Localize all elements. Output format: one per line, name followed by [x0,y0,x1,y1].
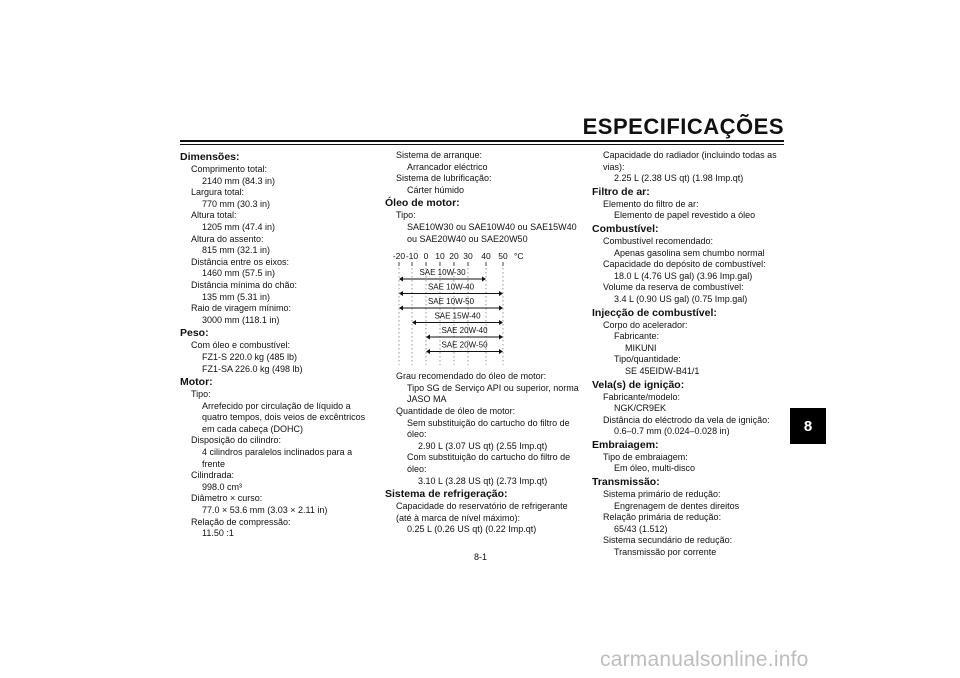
section-heading: Óleo de motor: [385,197,460,210]
spec-line: Apenas gasolina sem chumbo normal [614,247,765,258]
page-number: 8-1 [474,552,488,562]
spec-line: Corpo do acelerador: [603,319,688,330]
series-label: SAE 10W-50 [427,297,475,307]
spec-line: Capacidade do radiador (incluindo todas as [603,150,777,160]
page-title: ESPECIFICAÇÕES [582,114,784,139]
spec-line: vias): [603,161,625,172]
range-bar-arrow-left [399,291,403,296]
series-label: SAE 20W-50 [441,340,488,350]
range-bar-arrow-right [499,306,503,311]
spec-line: Disposição do cilindro: [191,435,282,446]
spec-line: Grau recomendado do óleo de motor: [396,371,547,382]
spec-line: 0.6–0.7 mm (0.024–0.028 in) [614,426,730,437]
header-rule-thick [180,140,784,142]
spec-line: Relação primária de redução: [603,512,722,523]
tick-label: 30 [463,251,473,262]
section-heading: Injecção de combustível: [592,306,717,319]
spec-line: 2.90 L (3.07 US qt) (2.55 Imp.qt) [418,440,548,451]
spec-line: Volume da reserva de combustível: [603,282,744,293]
spec-line: Elemento do filtro de ar: [603,198,699,209]
range-bar-arrow-right [482,277,486,282]
series-label: SAE 15W-40 [434,311,481,321]
spec-line: Quantidade de óleo de motor: [396,405,516,416]
spec-line: óleo: [407,463,427,474]
tick-label: 20 [449,251,459,262]
spec-line: óleo: [407,429,427,440]
spec-line: 998.0 cm³ [202,481,243,492]
spec-line: Elemento de papel revestido a óleo [614,210,756,221]
series-label: SAE 10W-40 [427,282,475,292]
spec-line: NGK/CR9EK [614,403,667,414]
section-heading: Vela(s) de ignição: [592,378,685,391]
spec-line: FZ1-S 220.0 kg (485 lb) [202,351,298,362]
chapter-tab[interactable]: 8 [790,408,826,444]
spec-line: Sistema de arranque: [396,150,483,160]
tick-label: 50 [498,251,508,262]
spec-line: 2.25 L (2.38 US qt) (1.98 Imp.qt) [614,173,744,184]
section-heading: Embraiagem: [592,438,659,451]
spec-line: 3.10 L (3.28 US qt) (2.73 Imp.qt) [418,475,548,486]
spec-line: em cada cabeça (DOHC) [202,423,304,434]
spec-line: Fabricante/modelo: [603,391,681,402]
range-bar-arrow-left [426,335,430,340]
range-bar-arrow-left [426,349,430,354]
spec-line: Com substituição do cartucho do filtro de [407,452,571,463]
spec-line: quatro tempos, dois veios de excêntricos [202,412,366,423]
section-heading: Combustível: [592,222,659,235]
tick-label: 10 [435,251,445,262]
spec-line: (até à marca de nível máximo): [396,512,521,523]
spec-line: MIKUNI [625,342,657,353]
spec-line: 4 cilindros paralelos inclinados para a [202,447,353,458]
spec-line: 11.50 :1 [202,528,234,539]
spec-line: Tipo de embraiagem: [603,451,688,462]
spec-line: Combustível recomendado: [603,235,714,246]
series-label: SAE 10W-30 [419,268,466,278]
spec-line: Tipo/quantidade: [614,354,681,365]
spec-line: Cilindrada: [191,470,235,481]
range-bar-arrow-left [399,277,403,282]
tick-label: 0 [423,251,429,262]
spec-line: 0.25 L (0.26 US qt) (0.22 Imp.qt) [407,524,537,535]
spec-line: Sistema secundário de redução: [603,535,733,546]
spec-line: Sem substituição do cartucho do filtro de [407,417,570,428]
series-label: SAE 20W-40 [441,326,488,336]
spec-line: Altura do assento: [191,233,264,244]
spec-line: Distância mínima do chão: [191,279,298,290]
spec-line: ou SAE20W40 ou SAE20W50 [407,233,528,244]
spec-column-3 [592,150,792,559]
spec-line: Diâmetro × curso: [191,493,263,504]
header-rule-thin [180,144,784,145]
spec-line: 770 mm (30.3 in) [202,198,271,209]
spec-line: Distância do eléctrodo da vela de ignição: [603,414,770,425]
spec-line: 815 mm (32.1 in) [202,245,271,256]
spec-line: Distância entre os eixos: [191,256,290,267]
spec-line: JASO MA [407,394,447,405]
spec-line: Comprimento total: [191,164,268,174]
spec-line: Raio de viragem mínimo: [191,303,292,314]
spec-line: 2140 mm (84.3 in) [202,175,276,186]
spec-line: Tipo: [396,210,416,221]
section-heading: Motor: [180,376,213,389]
spec-line: Largura total: [191,187,245,198]
spec-column-2 [385,150,585,536]
range-bar-arrow-right [499,335,503,340]
spec-line: 1460 mm (57.5 in) [202,268,276,279]
section-heading: Sistema de refrigeração: [385,488,508,501]
range-bar-arrow-right [499,291,503,296]
spec-column-1 [180,150,380,540]
spec-line: Com óleo e combustível: [191,340,291,351]
spec-line: 1205 mm (47.4 in) [202,221,276,232]
spec-line: SE 45EIDW-B41/1 [625,365,700,376]
spec-column-2-bottom [385,371,585,536]
tick-label: -20 [392,251,406,262]
section-heading: Filtro de ar: [592,185,650,198]
section-heading: Peso: [180,327,209,340]
range-bar-arrow-left [399,306,403,311]
spec-line: 18.0 L (4.76 US gal) (3.96 Imp.gal) [614,270,753,281]
section-heading: Dimensões: [180,151,240,163]
spec-line: FZ1-SA 226.0 kg (498 lb) [202,363,303,374]
spec-line: Tipo SG de Serviço API ou superior, norma [407,382,579,393]
spec-line: Fabricante: [614,331,660,342]
spec-line: 77.0 × 53.6 mm (3.03 × 2.11 in) [202,505,328,516]
spec-line: Arrancador eléctrico [407,161,488,172]
range-bar-arrow-right [499,320,503,325]
spec-line: Relação de compressão: [191,516,291,527]
section-heading: Transmissão: [592,476,660,489]
spec-line: Altura total: [191,210,237,221]
unit-label: °C [514,251,524,262]
spec-line: 135 mm (5.31 in) [202,291,271,302]
spec-line: Sistema primário de redução: [603,489,721,500]
spec-line: SAE10W30 ou SAE10W40 ou SAE15W40 [407,221,577,232]
spec-line: Arrefecido por circulação de líquido a [202,400,351,411]
spec-line: 65/43 (1.512) [614,523,668,534]
watermark: carmanualsonline.info [600,648,809,671]
spec-line: 3.4 L (0.90 US gal) (0.75 Imp.gal) [614,293,748,304]
tick-label: 40 [481,251,491,262]
spec-line: frente [202,458,226,469]
spec-line: Em óleo, multi-disco [614,463,696,474]
range-bar-arrow-left [412,320,416,325]
spec-line: Cárter húmido [407,184,465,195]
range-bar-arrow-right [499,349,503,354]
oil-viscosity-chart [390,249,550,367]
spec-line: Capacidade do reservatório de refrigerante [396,501,568,512]
spec-line: Capacidade do depósito de combustível: [603,259,766,270]
tick-label: -10 [405,251,419,262]
spec-line: Transmissão por corrente [614,547,717,558]
spec-line: Sistema de lubrificação: [396,173,492,184]
spec-column-2-top [385,150,585,245]
spec-line: Engrenagem de dentes direitos [614,500,740,511]
spec-line: 3000 mm (118.1 in) [202,314,280,325]
spec-line: Tipo: [191,389,211,400]
